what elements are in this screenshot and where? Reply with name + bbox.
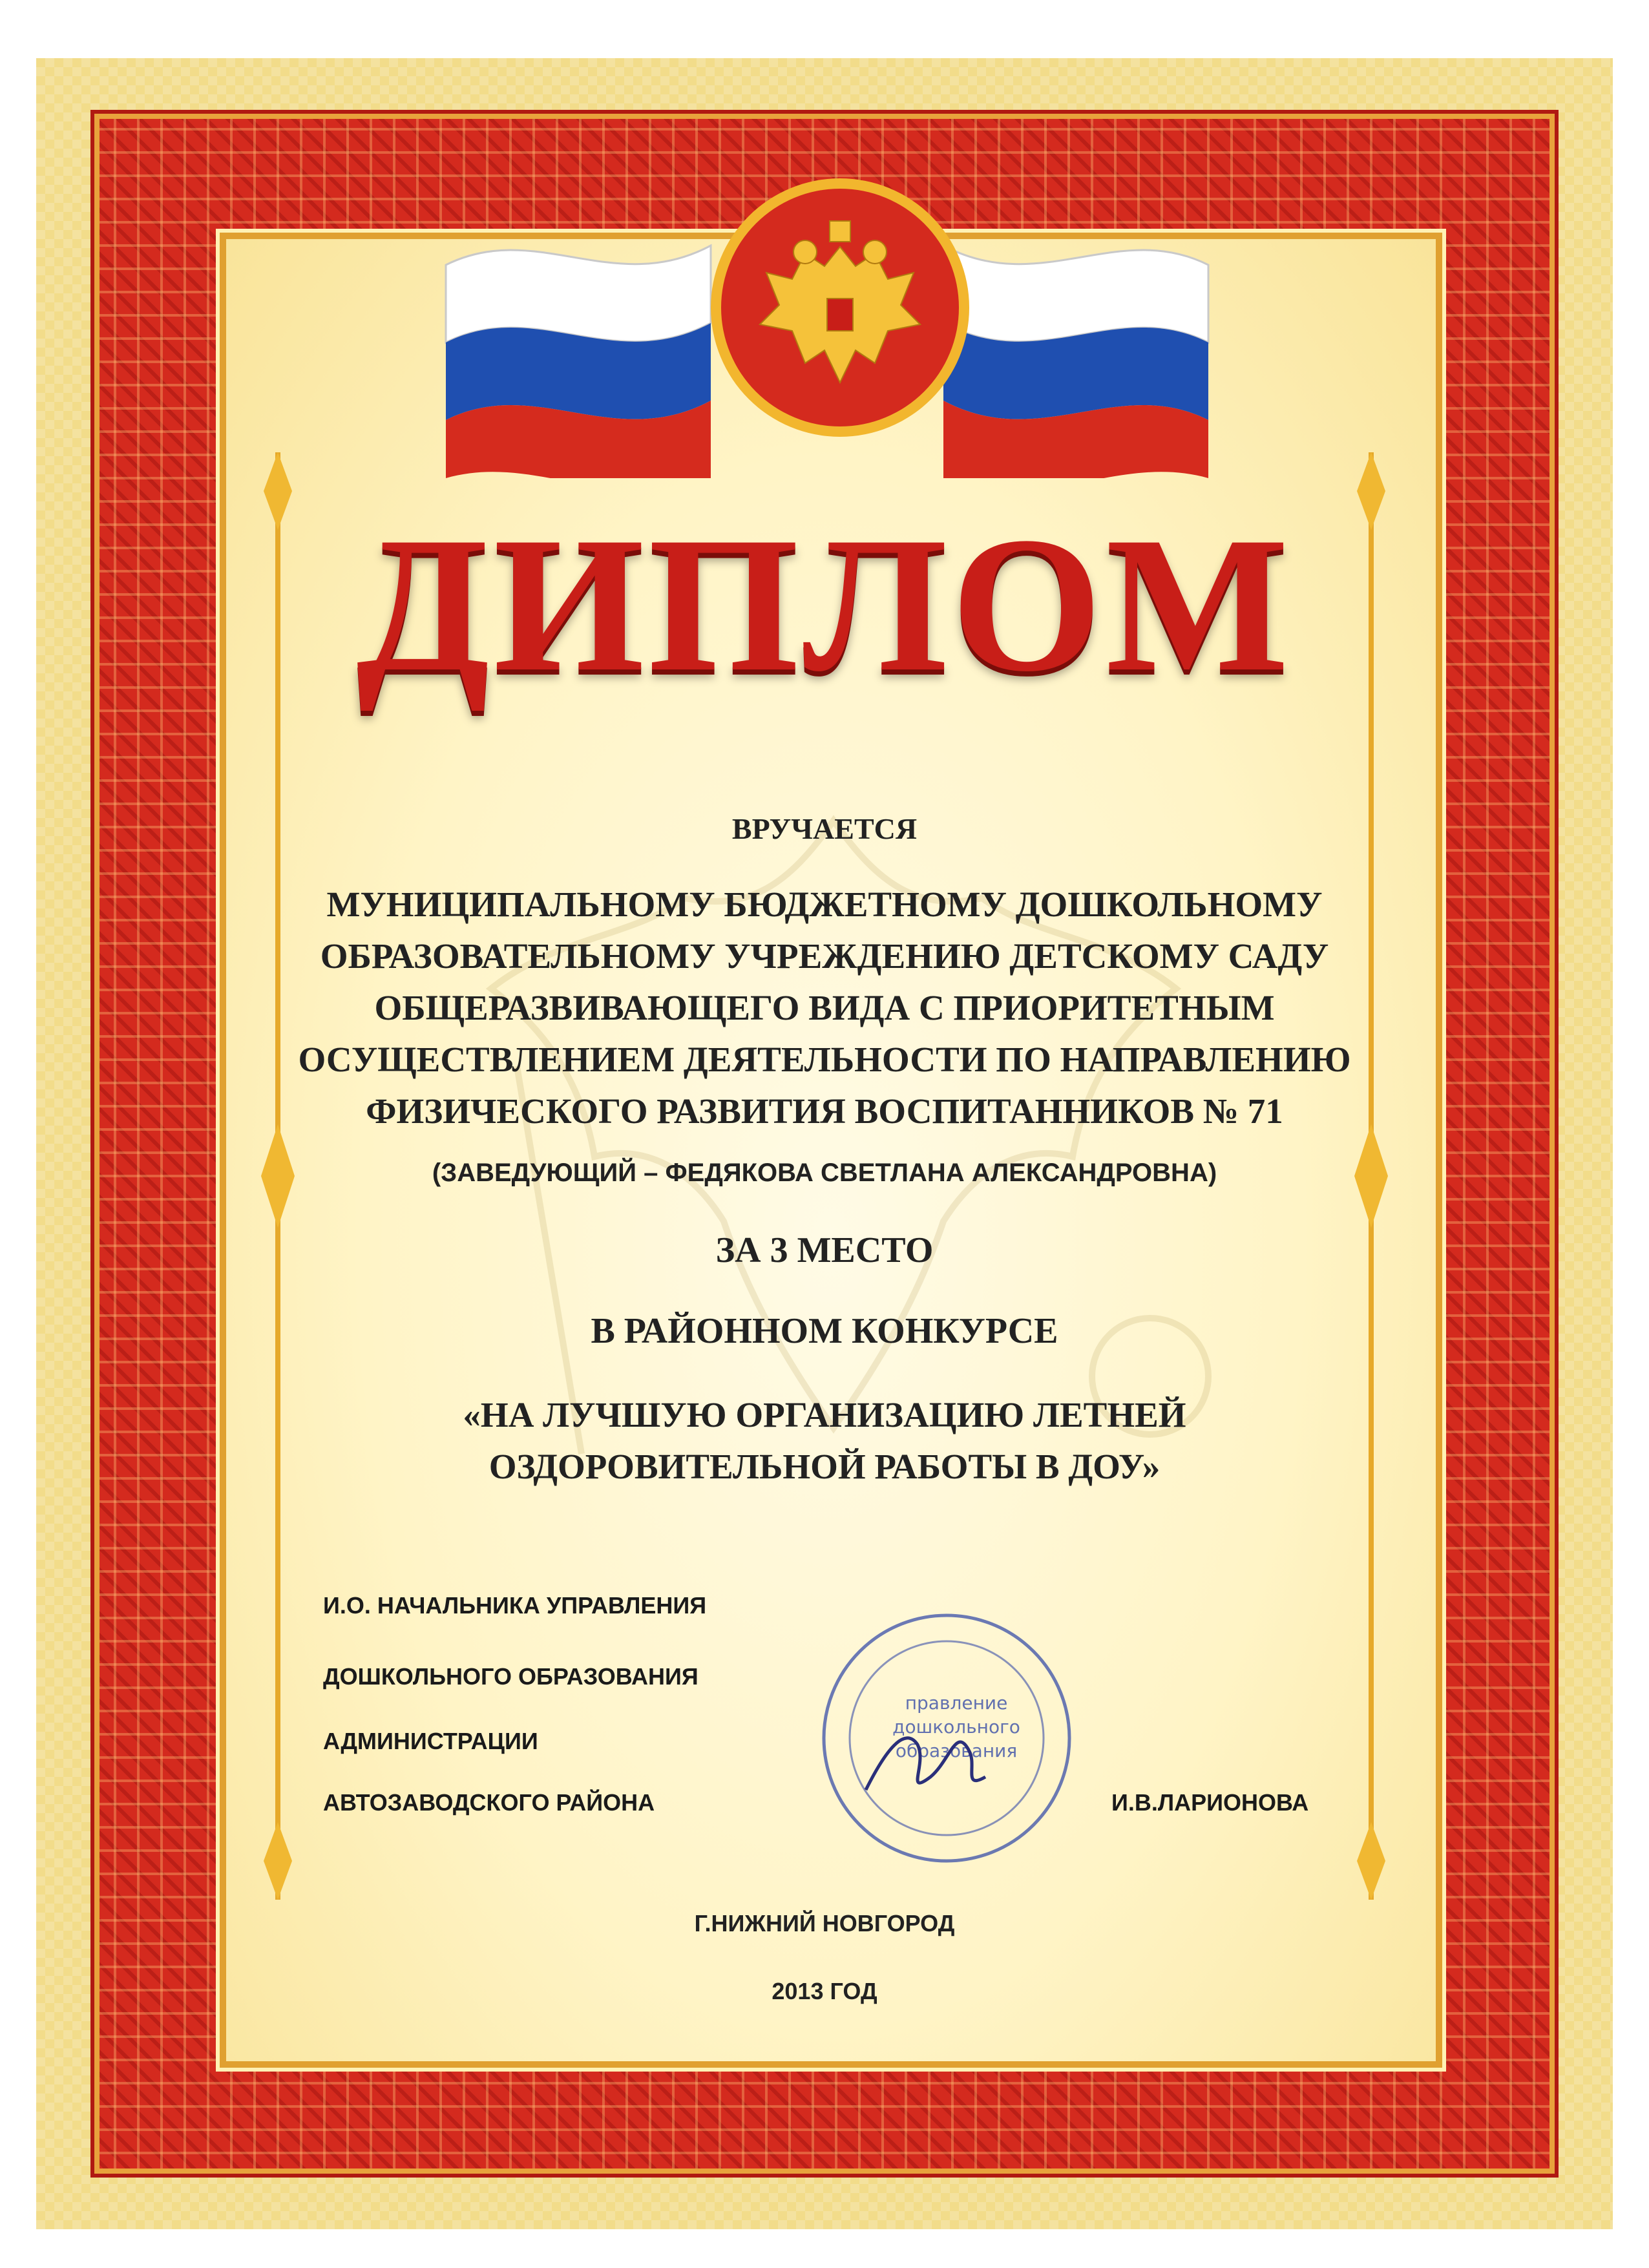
official-stamp-icon <box>808 1596 1079 1880</box>
recipient-line-1: МУНИЦИПАЛЬНОМУ БЮДЖЕТНОМУ ДОШКОЛЬНОМУ <box>326 885 1323 924</box>
signatory-name: И.В.ЛАРИОНОВА <box>1111 1789 1309 1816</box>
signatory-line-1: И.О. НАЧАЛЬНИКА УПРАВЛЕНИЯ <box>323 1592 707 1619</box>
contest-label: В РАЙОННОМ КОНКУРСЕ <box>591 1311 1058 1351</box>
recipient-line-5: ФИЗИЧЕСКОГО РАЗВИТИЯ ВОСПИТАННИКОВ № 71 <box>366 1091 1283 1131</box>
signatory-line-3: АДМИНИСТРАЦИИ <box>323 1728 538 1754</box>
stamp-text-3: образования <box>895 1740 1018 1761</box>
signatory-line-2: ДОШКОЛЬНОГО ОБРАЗОВАНИЯ <box>323 1663 698 1690</box>
year-label: 2013 ГОД <box>772 1978 877 2004</box>
signatory-line-4: АВТОЗАВОДСКОГО РАЙОНА <box>323 1789 655 1816</box>
awarded-label: ВРУЧАЕТСЯ <box>731 812 918 845</box>
recipient-line-4: ОСУЩЕСТВЛЕНИЕМ ДЕЯТЕЛЬНОСТИ ПО НАПРАВЛЕНИЮ <box>298 1040 1351 1079</box>
contest-name-line-1: «НА ЛУЧШУЮ ОРГАНИЗАЦИЮ ЛЕТНЕЙ <box>463 1395 1186 1434</box>
head-of-institution: (ЗАВЕДУЮЩИЙ – ФЕДЯКОВА СВЕТЛАНА АЛЕКСАНДРОВНА) <box>432 1159 1217 1187</box>
recipient-line-3: ОБЩЕРАЗВИВАЮЩЕГО ВИДА С ПРИОРИТЕТНЫМ <box>374 988 1275 1027</box>
stamp-text-2: дошкольного <box>892 1716 1020 1738</box>
city-label: Г.НИЖНИЙ НОВГОРОД <box>694 1910 955 1937</box>
contest-name-line-2: ОЗДОРОВИТЕЛЬНОЙ РАБОТЫ В ДОУ» <box>488 1447 1161 1486</box>
diploma-title: ДИПЛОМ <box>356 497 1293 711</box>
double-headed-eagle-emblem-icon <box>708 176 972 439</box>
place-awarded: ЗА 3 МЕСТО <box>715 1230 934 1270</box>
stamp-text-1: правление <box>905 1692 1008 1714</box>
recipient-line-2: ОБРАЗОВАТЕЛЬНОМУ УЧРЕЖДЕНИЮ ДЕТСКОМУ САДУ <box>320 936 1329 976</box>
